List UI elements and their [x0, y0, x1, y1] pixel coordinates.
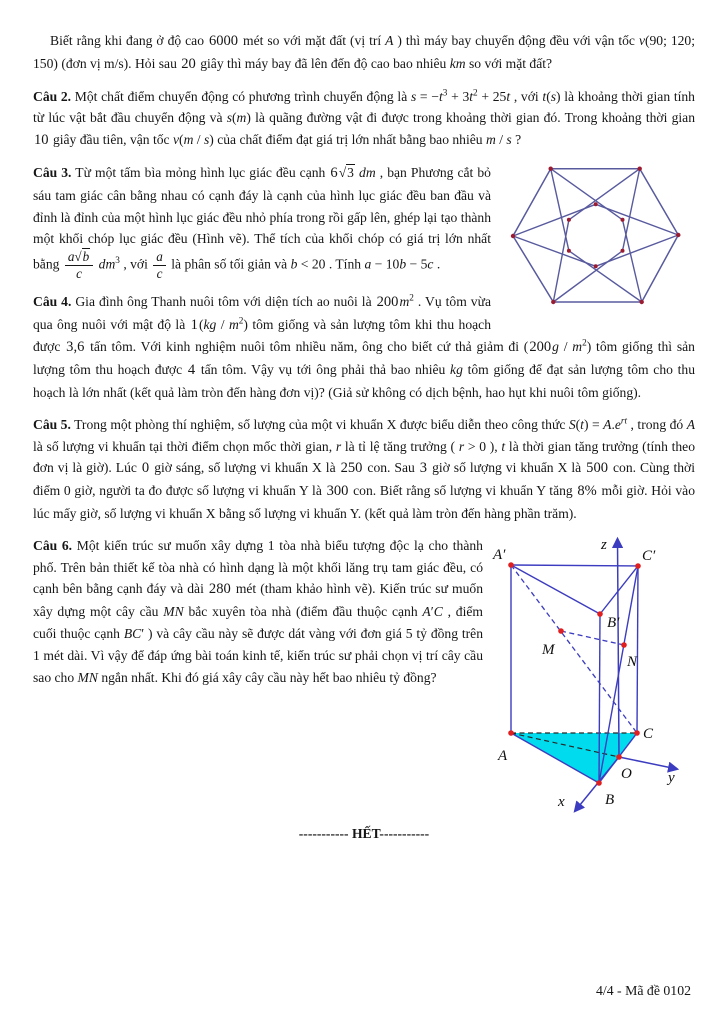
question-3: Câu 3. Từ một tấm bìa mỏng hình lục giác đều cạnh 6√3 dm , bạn Phương cắt bỏ sáu tam giác cân bằng nhau có cạnh đáy là cạnh của hình lục giác đều ban đầu và đỉnh là đỉnh của một hình lục giác đều nhỏ phía trong rồi gấp lên, ghép lại tạo thành một khối chóp lục giác đều (Hình vẽ). Thể tích của khối chóp có giá trị lớn nhất bằng $\frac{a√b}{c}$ $dm^3$ , với $\frac{a}{c}$ là phân số tối giản và b < 20 . Tính a − 10b − 5c .: [33, 164, 491, 282]
page-number: 4/4 - Mã đề 0102: [595, 983, 691, 998]
question-6: Câu 6. Một kiến trúc sư muốn xây dựng 1 tòa nhà biểu tượng độc lạ cho thành phố. Trên bản thiết kế tòa nhà có hình dạng là một khối lăng trụ tam giác đều, có cạnh bên bằng cạnh đáy và dài 280 mét (tham khảo hình vẽ). Kiến trúc sư muốn xây dựng một cây cầu MN bắc xuyên tòa nhà (điểm đầu thuộc cạnh A′C , điểm cuối thuộc cạnh BC′ ) và cây cầu này sẽ được dát vàng với đơn giá 5 tỷ đồng trên 1 mét dài. Vì vậy để đáp ứng bài toán kinh tế, kiến trúc sư phải chọn vị trí cây cầu sao cho MN ngắn nhất. Khi đó giá xây cây cầu này hết bao nhiêu tỷ đồng?: [33, 537, 483, 685]
label-a-prime: A′: [493, 546, 506, 563]
label-b: B: [605, 791, 615, 808]
hexagon-figure: [499, 162, 695, 310]
label-y-axis: y: [668, 769, 675, 786]
hexagon-outline: [513, 169, 678, 302]
question-4: Câu 4. Gia đình ông Thanh nuôi tôm với diện tích ao nuôi là $200m^2$ . Vụ tôm vừa qua ông nuôi với mật độ là $1(kg / m^2)$ tôm giống và sản lượng tôm khi thu hoạch được 3,6 tấn tôm. Với kinh nghiệm nuôi tôm nhiều năm, ông cho biết cứ thả giảm đi $(200g / m^2)$ tôm giống thì sản lượng tôm thu hoạch được 4 tấn tôm. Vậy vụ tới ông phải thả bao nhiêu kg tôm giống để đạt sản lượng tôm cho thu hoạch là lớn nhất (kết quả làm tròn đến hàng đơn vị)? (Giả sử không có dịch bệnh, hao hụt khi nuôi tôm giống).: [33, 292, 696, 401]
hexagon-star-lines: [513, 169, 678, 302]
question-3-block: [33, 162, 695, 281]
label-x-axis: x: [558, 793, 565, 810]
label-z-axis: z: [601, 536, 607, 553]
label-a: A: [498, 747, 508, 764]
question-1-continuation: Biết rằng khi đang ở độ cao 6000 mét so với mặt đất (vị trí A ) thì máy bay chuyển động đều với vận tốc v(90; 120; 150) (đơn vị m/s). Hỏi sau 20 giây thì máy bay đã lên đến độ cao bao nhiêu km so với mặt đất?: [33, 33, 696, 72]
question-2: Câu 2. Một chất điểm chuyển động có phương trình chuyển động là $s = -t^3 + 3t^2 + 25t$ , với t(s) là khoảng thời gian tính từ lúc vật bắt đầu chuyển động và s(m) là quãng đường vật đi được trong khoảng thời gian đó. Trong khoảng thời gian 10 giây đầu tiên, vận tốc v(m / s) của chất điểm đạt giá trị lớn nhất bằng bao nhiêu m / s ?: [33, 87, 696, 149]
label-c: C: [643, 725, 654, 742]
label-b-prime: B′: [607, 614, 620, 631]
question-6-block: [33, 535, 695, 810]
hexagon-vertex-dots: [511, 166, 681, 304]
hexagon-figure-container: [499, 162, 695, 315]
prism-figure: [487, 529, 695, 821]
label-o: O: [621, 765, 632, 782]
question-5: Câu 5. Trong một phòng thí nghiệm, số lượng của một vi khuẩn X được biểu diễn theo công thức $S(t) = A.e^{rt}$ , trong đó A là số lượng vi khuẩn tại thời điểm chọn mốc thời gian, r là tỉ lệ tăng trưởng ( r > 0 ), t là thời gian tăng trưởng (tính theo đơn vị là giờ). Lúc 0 giờ sáng, số lượng vi khuẩn X là 250 con. Sau 3 giờ số lượng vi khuẩn X là 500 con. Cùng thời điểm 0 giờ, người ta đo được số lượng vi khuẩn Y là 300 con. Biết rằng số lượng vi khuẩn Y tăng 8% mỗi giờ. Hỏi vào lúc mấy giờ, số lượng vi khuẩn X bằng số lượng vi khuẩn Y. (kết quả làm tròn đến hàng phần trăm).: [33, 415, 695, 522]
label-m: M: [542, 641, 555, 658]
label-n: N: [627, 653, 638, 670]
prism-figure-container: [487, 529, 695, 826]
label-c-prime: C′: [642, 547, 656, 564]
z-axis: [618, 539, 620, 757]
end-marker: ----------- HẾT-----------: [298, 825, 430, 841]
